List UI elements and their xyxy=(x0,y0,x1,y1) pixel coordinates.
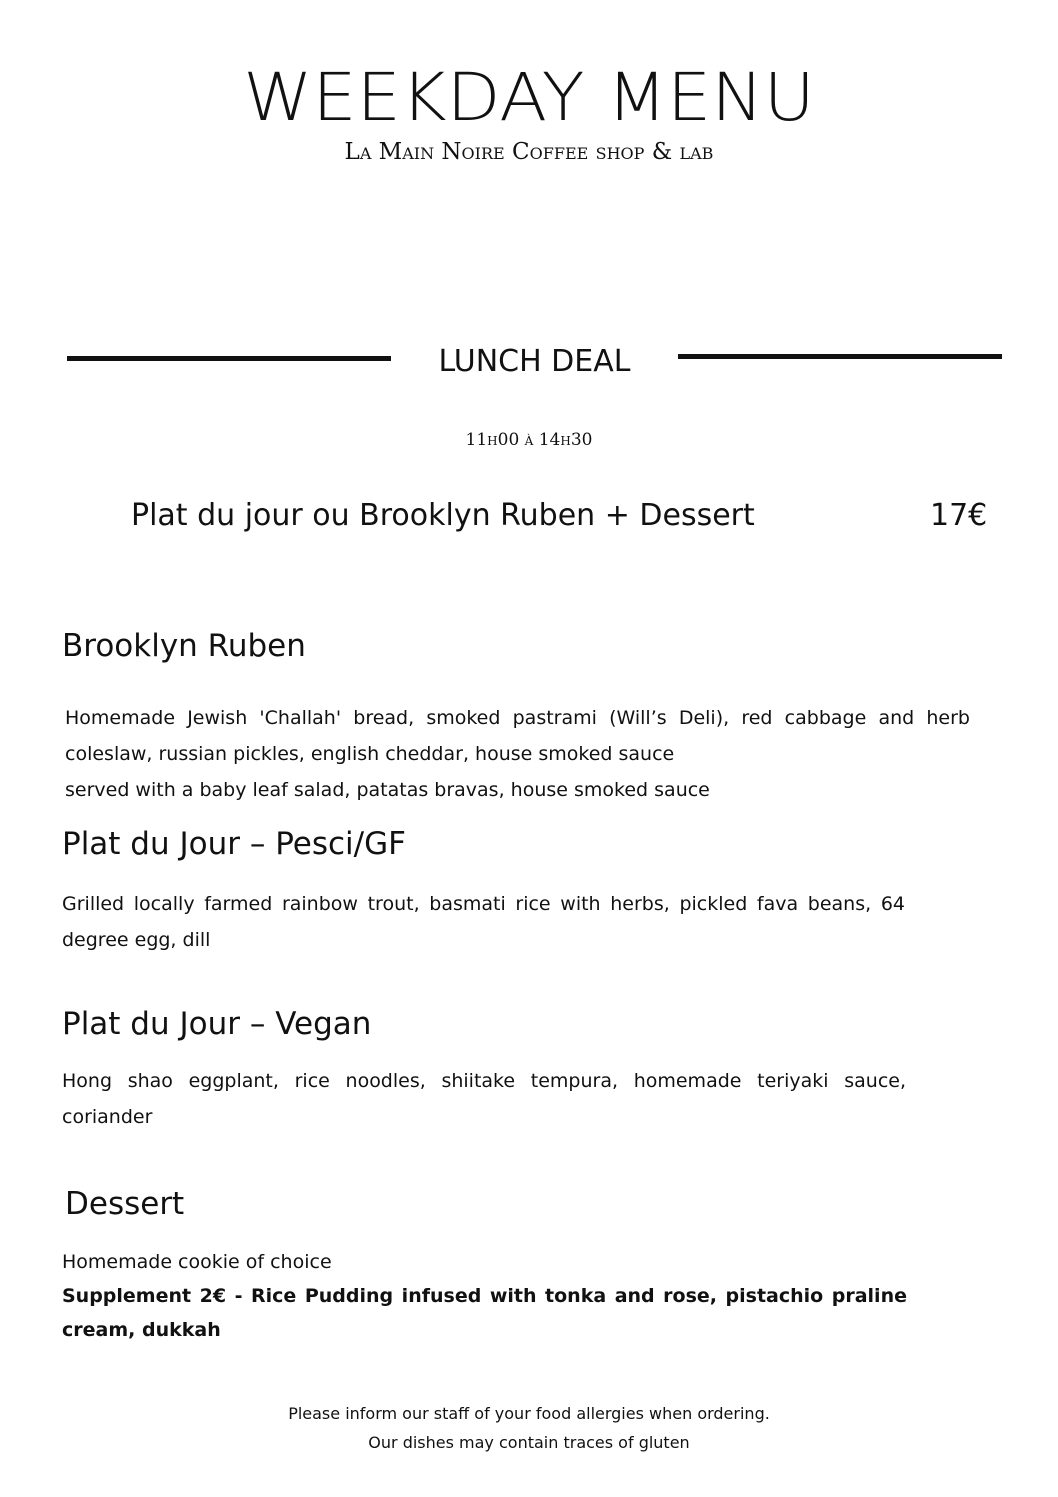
section-desc-ruben xyxy=(65,700,970,808)
section-desc-vegan xyxy=(62,1063,906,1135)
ruben-desc-line-2: coleslaw, russian pickles, english cheddar, house smoked sauce xyxy=(65,743,675,765)
vegan-desc-line-1: Hong shao eggplant, rice noodles, shiitake tempura, homemade teriyaki sauce, xyxy=(62,1070,906,1092)
dessert-supplement-line-1: Supplement 2€ - Rice Pudding infused with tonka and rose, pistachio praline xyxy=(62,1285,907,1307)
deal-price: 17€ xyxy=(930,498,988,533)
divider-right xyxy=(678,354,1002,359)
section-title-pesci: Plat du Jour – Pesci/GF xyxy=(62,826,406,862)
section-title-dessert: Dessert xyxy=(65,1186,185,1222)
section-title-vegan: Plat du Jour – Vegan xyxy=(62,1006,372,1042)
gluten-notice: Our dishes may contain traces of gluten xyxy=(368,1433,690,1452)
menu-subtitle: La Main Noire Coffee shop & lab xyxy=(344,139,714,165)
vegan-desc-line-2: coriander xyxy=(62,1106,153,1128)
section-desc-pesci xyxy=(62,886,905,958)
pesci-desc-line-2: degree egg, dill xyxy=(62,929,211,951)
pesci-desc-line-1: Grilled locally farmed rainbow trout, basmati rice with herbs, pickled fava beans, 64 xyxy=(62,893,905,915)
ruben-desc-line-3: served with a baby leaf salad, patatas bravas, house smoked sauce xyxy=(65,779,710,801)
menu-title: WEEKDAY MENU xyxy=(243,59,815,136)
ruben-desc-line-1: Homemade Jewish 'Challah' bread, smoked pastrami (Will’s Deli), red cabbage and herb xyxy=(65,707,970,729)
lunch-hours: 11h00 à 14h30 xyxy=(465,430,593,450)
deal-offer: Plat du jour ou Brooklyn Ruben + Dessert xyxy=(131,498,755,533)
allergy-notice: Please inform our staff of your food allergies when ordering. xyxy=(288,1404,770,1423)
section-desc-dessert xyxy=(62,1245,907,1347)
divider-left xyxy=(67,356,391,361)
section-title-ruben: Brooklyn Ruben xyxy=(62,628,306,664)
lunch-deal-heading: LUNCH DEAL xyxy=(438,344,631,379)
dessert-supplement-line-2: cream, dukkah xyxy=(62,1319,221,1341)
dessert-desc-line-1: Homemade cookie of choice xyxy=(62,1251,332,1273)
